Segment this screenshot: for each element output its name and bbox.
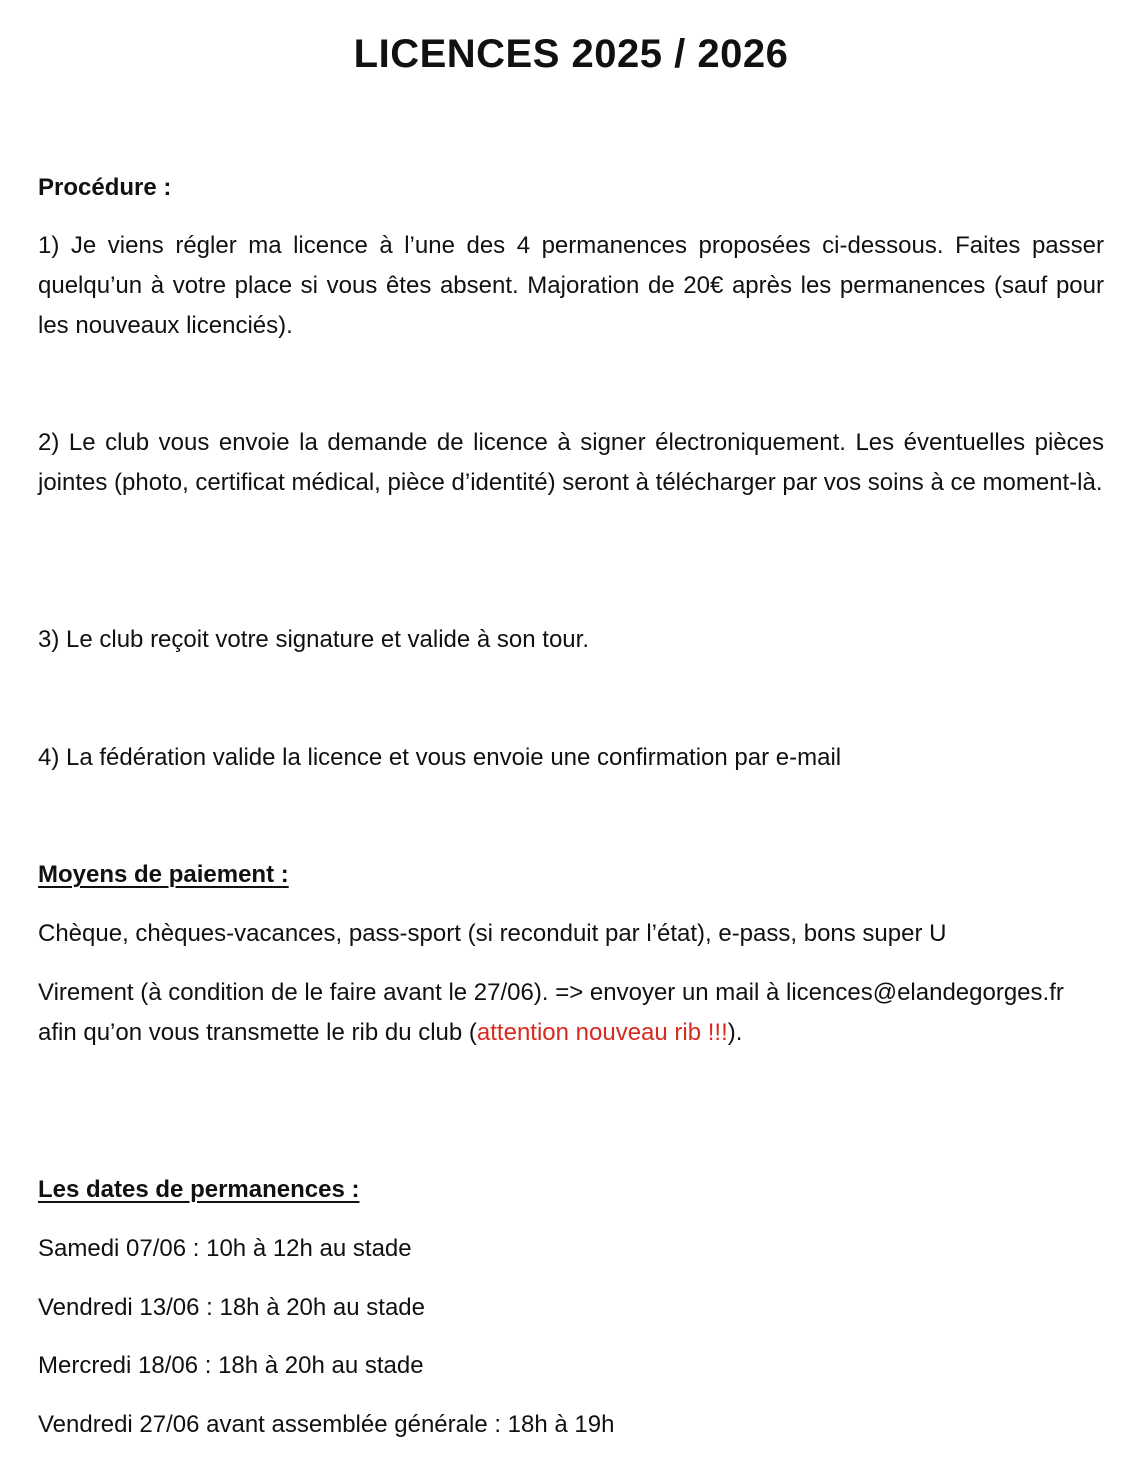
procedure-step-4: 4) La fédération valide la licence et vous envoie une confirmation par e-mail: [38, 744, 842, 771]
new-rib-warning: attention nouveau rib !!!: [476, 1019, 728, 1046]
payment-heading-text: Moyens de paiement :: [38, 861, 289, 888]
procedure-step-1: 1) Je viens régler ma licence à l’une des 4 permanences proposées ci-dessous. Faites passer quelqu’un à votre place si vous êtes absent. Majoration de 20€ après les permanences (sauf pour les nouveaux licenciés).: [38, 232, 1104, 339]
payment-transfer-text: Virement (à condition de le faire avant le 27/06). => envoyer un mail à licences@elandegorges.fr afin qu’on vous transmette le rib du club (: [38, 979, 1064, 1046]
dates-heading: [38, 1170, 1104, 1210]
procedure-heading: Procédure :: [38, 174, 172, 201]
payment-transfer: [38, 973, 1104, 1053]
date-item-1: Samedi 07/06 : 10h à 12h au stade: [38, 1235, 412, 1262]
payment-transfer-end: ).: [727, 1019, 743, 1046]
procedure-step-3: 3) Le club reçoit votre signature et valide à son tour.: [38, 626, 589, 653]
procedure-step-2: 2) Le club vous envoie la demande de licence à signer électroniquement. Les éventuelles pièces jointes (photo, certificat médical, pièce d’identité) seront à télécharger par vos soins à ce moment-là.: [38, 429, 1104, 496]
date-item-4: Vendredi 27/06 avant assemblée générale : 18h à 19h: [38, 1411, 615, 1438]
payment-methods: Chèque, chèques-vacances, pass-sport (si reconduit par l’état), e-pass, bons super U: [38, 920, 947, 947]
payment-heading: [38, 855, 1104, 895]
date-item-3: Mercredi 18/06 : 18h à 20h au stade: [38, 1352, 424, 1379]
page-title: LICENCES 2025 / 2026: [353, 32, 789, 76]
date-item-2: Vendredi 13/06 : 18h à 20h au stade: [38, 1294, 425, 1321]
dates-heading-text: Les dates de permanences :: [38, 1176, 360, 1203]
